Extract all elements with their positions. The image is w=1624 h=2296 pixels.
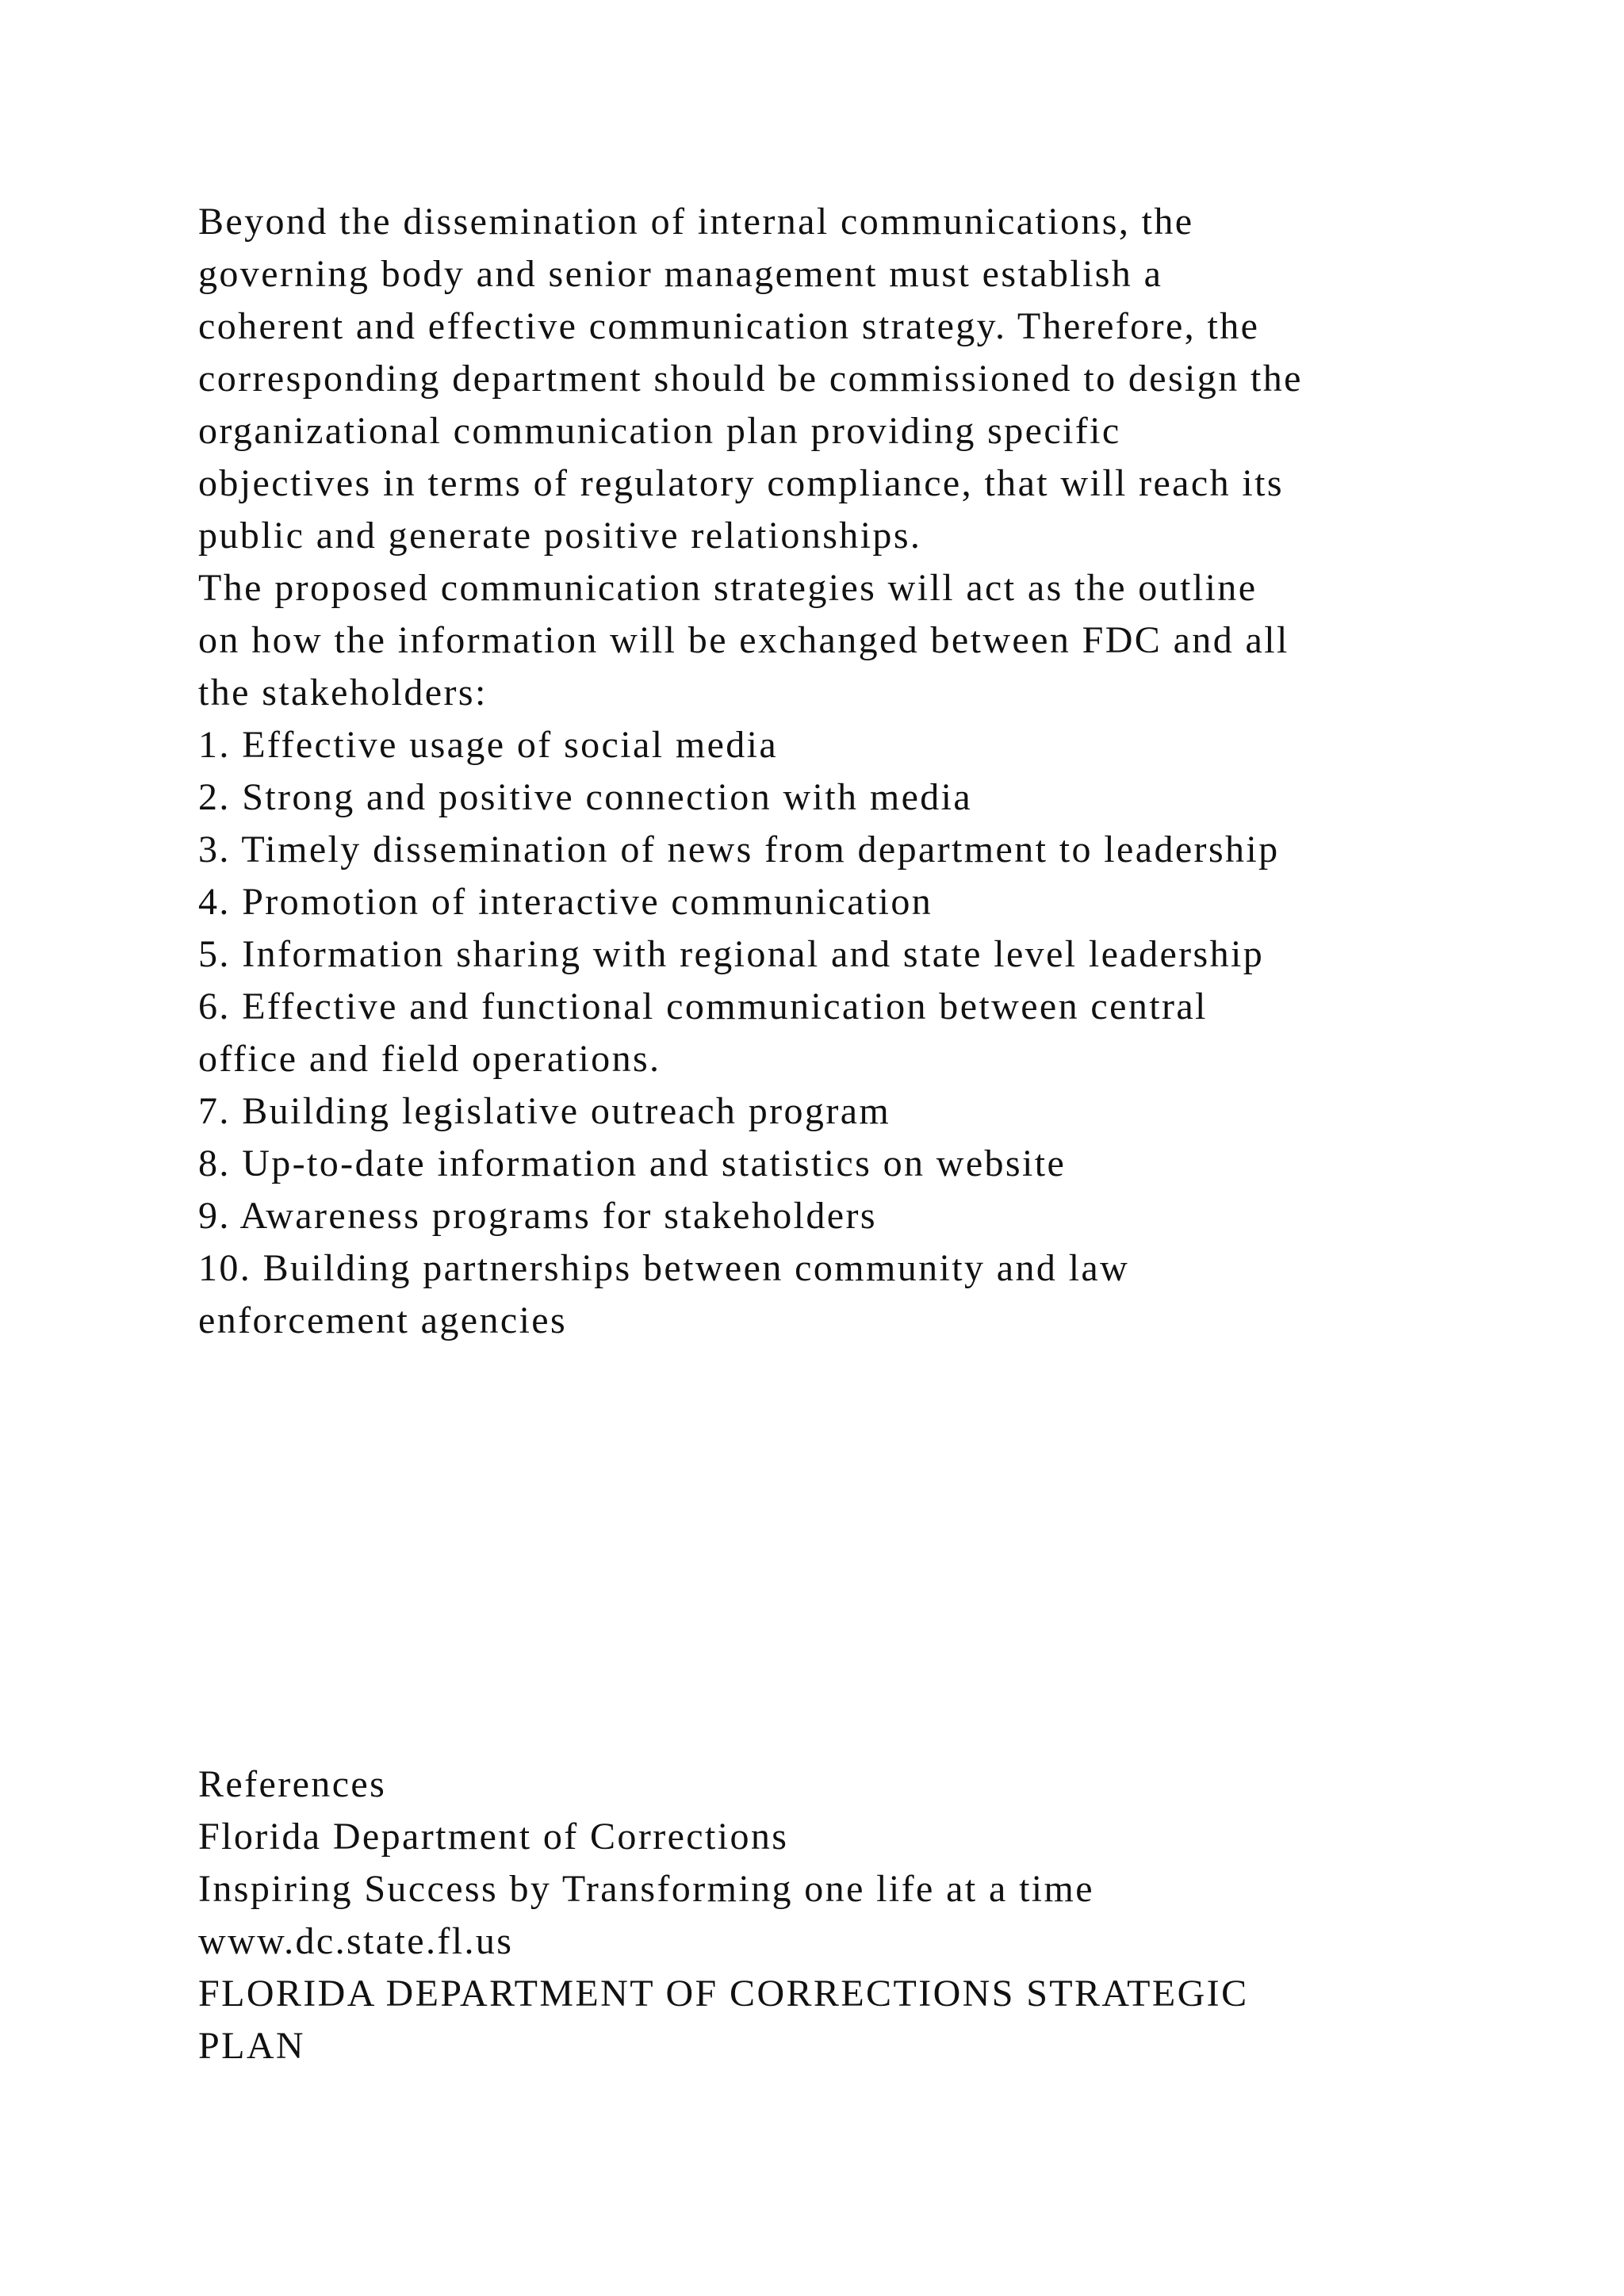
- strategy-list-item: 5. Information sharing with regional and state level leadership: [198, 933, 1265, 975]
- intro-line: governing body and senior management must establish a: [198, 253, 1163, 295]
- intro-line: on how the information will be exchanged between FDC and all: [198, 619, 1289, 661]
- intro-line: Beyond the dissemination of internal communications, the: [198, 201, 1194, 243]
- strategy-list-item: 2. Strong and positive connection with media: [198, 776, 973, 818]
- reference-url: www.dc.state.fl.us: [198, 1920, 514, 1962]
- intro-line: The proposed communication strategies will act as the outline: [198, 567, 1258, 609]
- strategy-list-item: 3. Timely dissemination of news from department to leadership: [198, 828, 1280, 871]
- strategy-list-item: enforcement agencies: [198, 1299, 568, 1341]
- strategy-list-item: 4. Promotion of interactive communication: [198, 881, 933, 923]
- references-section: [198, 1758, 1499, 2072]
- body-text: [198, 196, 1499, 1347]
- reference-line: FLORIDA DEPARTMENT OF CORRECTIONS STRATEGIC: [198, 1973, 1249, 2015]
- strategy-list-item: office and field operations.: [198, 1038, 661, 1080]
- reference-line: Inspiring Success by Transforming one life at a time: [198, 1868, 1094, 1910]
- intro-line: coherent and effective communication strategy. Therefore, the: [198, 305, 1260, 347]
- strategy-list-item: 7. Building legislative outreach program: [198, 1090, 891, 1132]
- reference-line: PLAN: [198, 2025, 305, 2067]
- intro-line: objectives in terms of regulatory compliance, that will reach its: [198, 462, 1284, 504]
- intro-line: public and generate positive relationships.: [198, 515, 922, 557]
- intro-line: organizational communication plan providing specific: [198, 410, 1121, 452]
- intro-line: corresponding department should be commissioned to design the: [198, 358, 1303, 400]
- strategy-list-item: 6. Effective and functional communication between central: [198, 985, 1208, 1027]
- references-heading: References: [198, 1763, 387, 1805]
- reference-line: Florida Department of Corrections: [198, 1816, 789, 1858]
- strategy-list-item: 9. Awareness programs for stakeholders: [198, 1195, 877, 1237]
- strategy-list-item: 8. Up-to-date information and statistics on website: [198, 1142, 1067, 1184]
- intro-line: the stakeholders:: [198, 672, 488, 714]
- strategy-list-item: 1. Effective usage of social media: [198, 724, 779, 766]
- strategy-list-item: 10. Building partnerships between community and law: [198, 1247, 1130, 1289]
